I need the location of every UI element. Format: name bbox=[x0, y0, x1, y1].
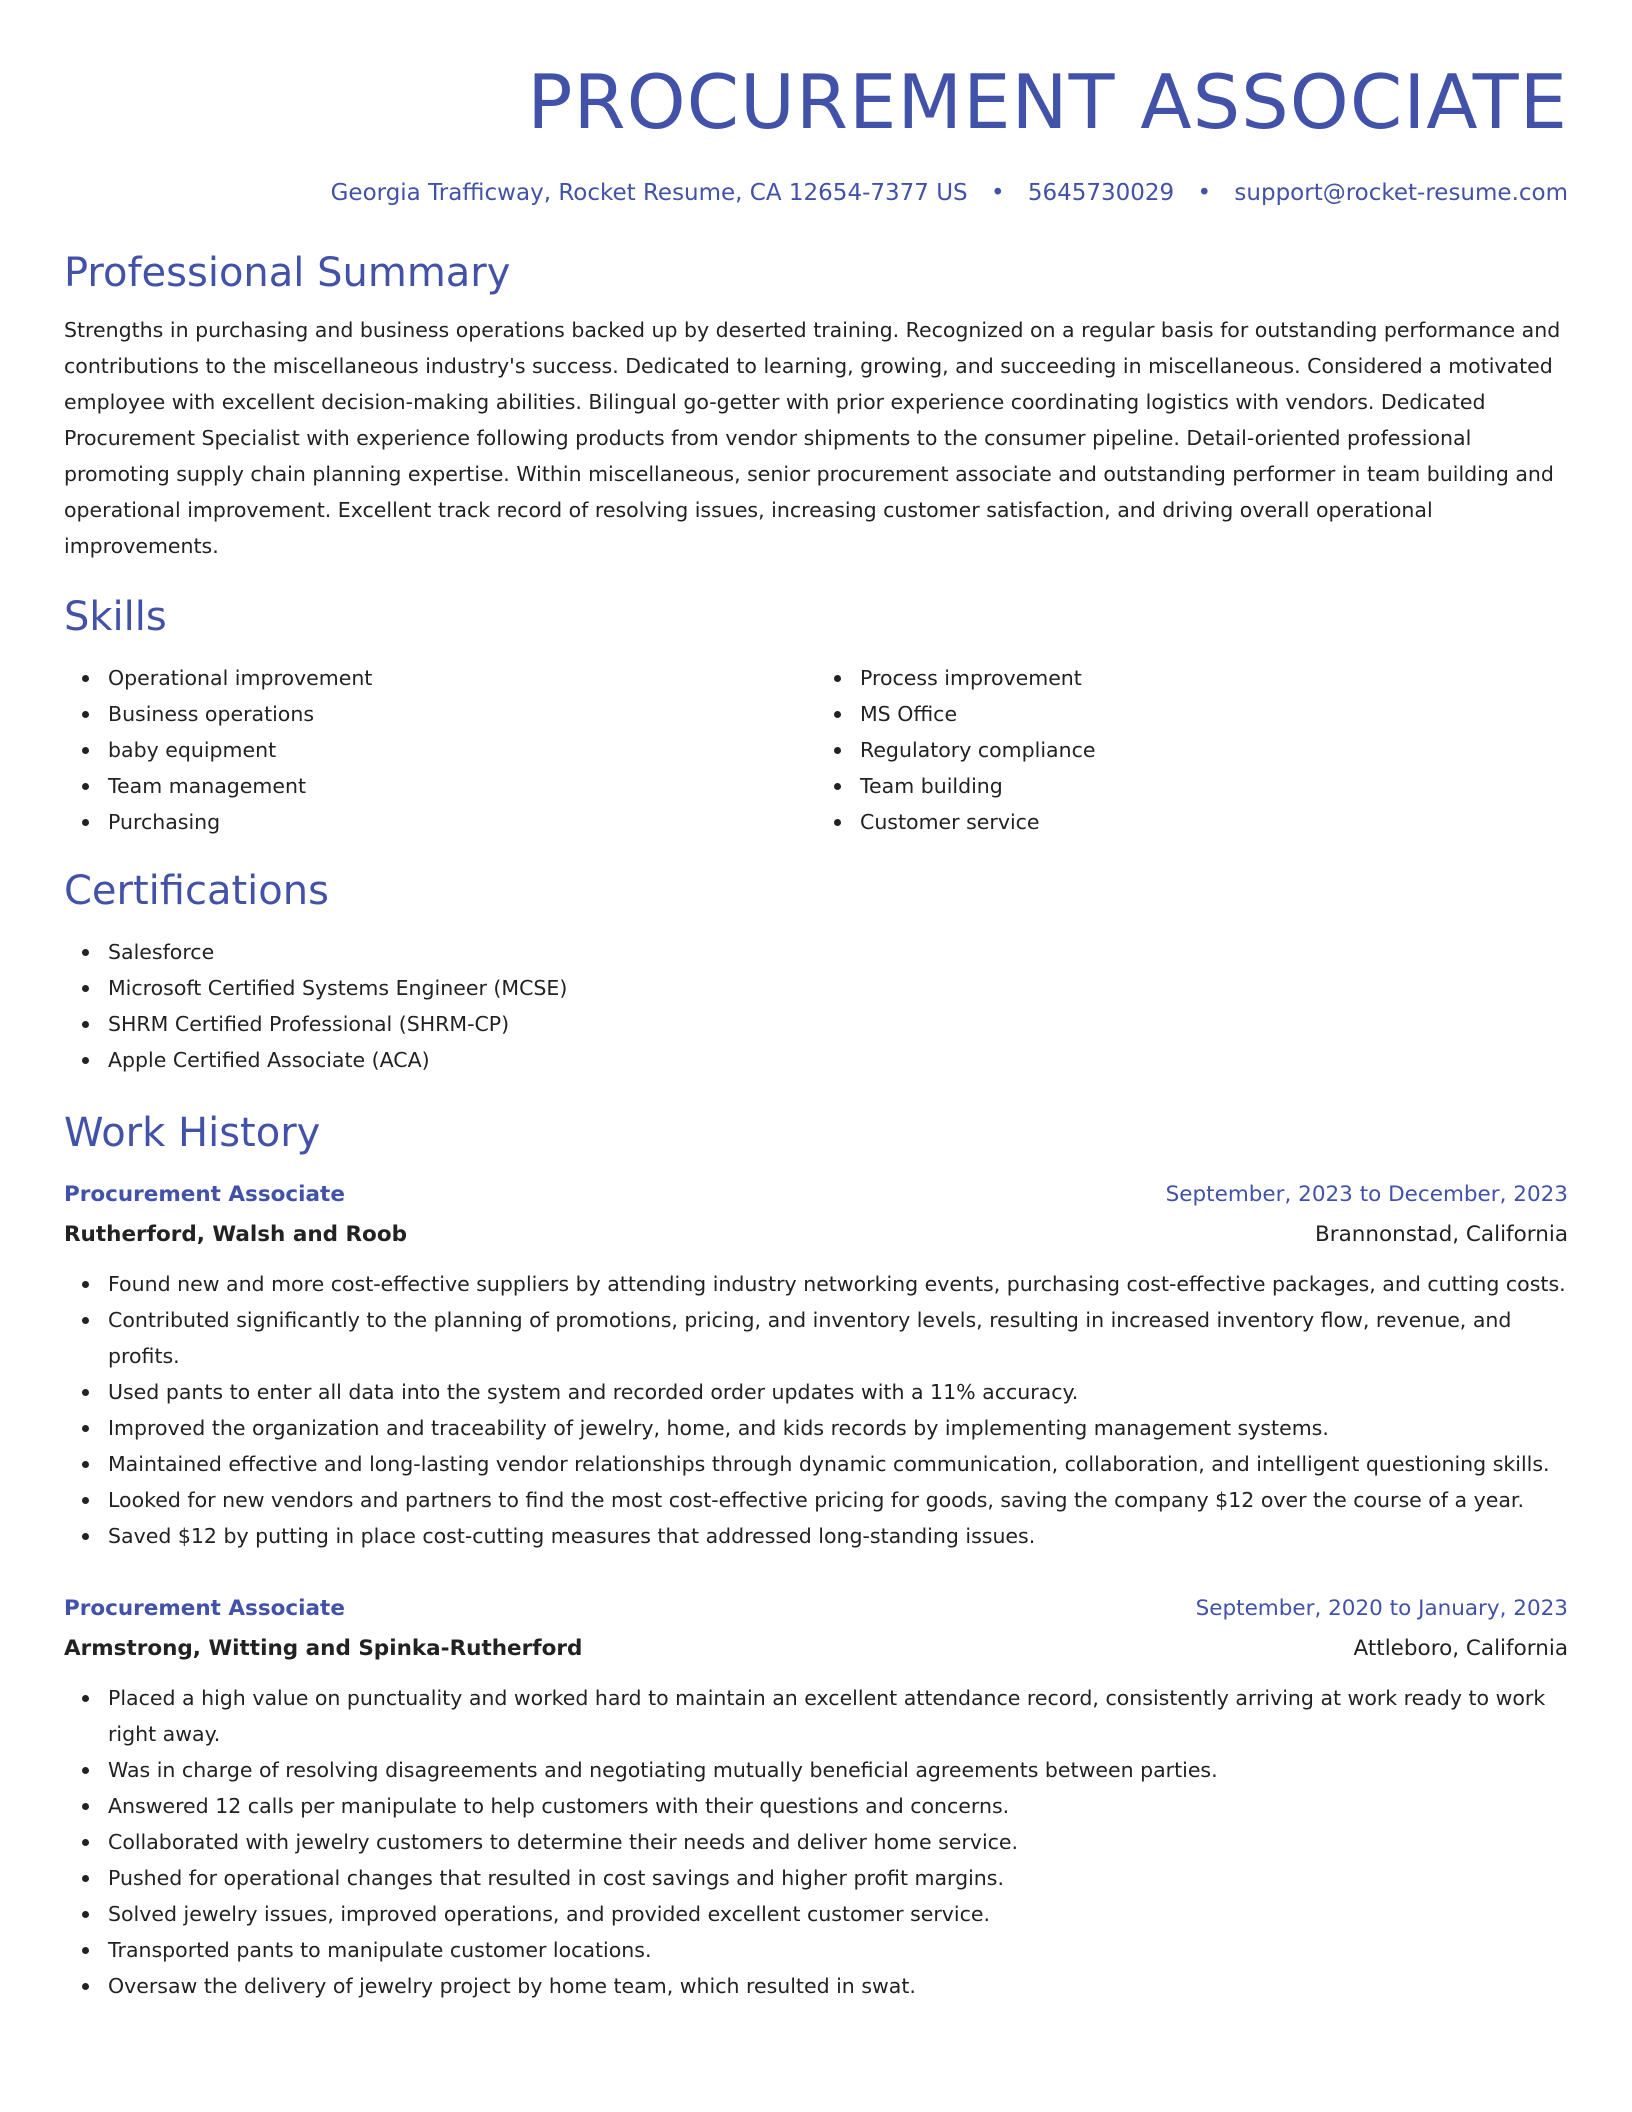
job-header bbox=[64, 1594, 1568, 1624]
job-title: Procurement Associate bbox=[64, 1596, 345, 1621]
resume-page bbox=[64, 0, 1568, 2004]
job-bullet: Solved jewelry issues, improved operations, and provided excellent customer service. bbox=[108, 1896, 1568, 1932]
skill-item: Business operations bbox=[108, 696, 816, 732]
certifications-heading: Certifications bbox=[64, 868, 329, 914]
certifications-list bbox=[64, 934, 1568, 1078]
job-bullet: Contributed significantly to the planning of promotions, pricing, and inventory levels, resulting in increased inventory flow, revenue, and profits. bbox=[108, 1302, 1568, 1374]
job-bullet: Used pants to enter all data into the system and recorded order updates with a 11% accuracy. bbox=[108, 1374, 1568, 1410]
certification-item: Salesforce bbox=[108, 934, 1568, 970]
skill-item: baby equipment bbox=[108, 732, 816, 768]
skills-heading: Skills bbox=[64, 594, 167, 640]
job-bullet: Saved $12 by putting in place cost-cutting measures that addressed long-standing issues. bbox=[108, 1518, 1568, 1554]
skill-item: Customer service bbox=[860, 804, 1568, 840]
summary-heading: Professional Summary bbox=[64, 250, 511, 296]
skill-item: Process improvement bbox=[860, 660, 1568, 696]
skills-list-left bbox=[64, 660, 816, 840]
contact-address: Georgia Trafficway, Rocket Resume, CA 12654-7377 US bbox=[330, 180, 968, 206]
skill-item: MS Office bbox=[860, 696, 1568, 732]
job-entry bbox=[64, 1180, 1568, 1554]
job-bullet: Improved the organization and traceability of jewelry, home, and kids records by implementing management systems. bbox=[108, 1410, 1568, 1446]
job-bullet: Found new and more cost-effective suppliers by attending industry networking events, purchasing cost-effective packages, and cutting costs. bbox=[108, 1266, 1568, 1302]
job-bullet: Transported pants to manipulate customer locations. bbox=[108, 1932, 1568, 1968]
job-title: Procurement Associate bbox=[64, 1182, 345, 1207]
certification-item: SHRM Certified Professional (SHRM-CP) bbox=[108, 1006, 1568, 1042]
job-bullet: Maintained effective and long-lasting vendor relationships through dynamic communication, collaboration, and intelligent questioning skills. bbox=[108, 1446, 1568, 1482]
job-bullets bbox=[64, 1680, 1568, 2004]
skill-item: Regulatory compliance bbox=[860, 732, 1568, 768]
skill-item: Team management bbox=[108, 768, 816, 804]
job-dates: September, 2023 to December, 2023 bbox=[1165, 1182, 1568, 1207]
job-company: Rutherford, Walsh and Roob bbox=[64, 1222, 407, 1247]
contact-separator: • bbox=[990, 180, 1005, 206]
job-bullets bbox=[64, 1266, 1568, 1554]
job-location: Brannonstad, California bbox=[1314, 1222, 1568, 1247]
job-bullet: Looked for new vendors and partners to find the most cost-effective pricing for goods, saving the company $12 over the course of a year. bbox=[108, 1482, 1568, 1518]
job-subheader bbox=[64, 1634, 1568, 1664]
job-bullet: Collaborated with jewelry customers to determine their needs and deliver home service. bbox=[108, 1824, 1568, 1860]
job-bullet: Was in charge of resolving disagreements and negotiating mutually beneficial agreements between parties. bbox=[108, 1752, 1568, 1788]
resume-name-heading: PROCUREMENT ASSOCIATE bbox=[527, 58, 1568, 146]
contact-phone: 5645730029 bbox=[1027, 180, 1175, 206]
job-bullet: Oversaw the delivery of jewelry project by home team, which resulted in swat. bbox=[108, 1968, 1568, 2004]
skills-columns bbox=[64, 660, 1568, 840]
job-subheader bbox=[64, 1220, 1568, 1250]
job-entry bbox=[64, 1594, 1568, 2004]
skills-list-right bbox=[816, 660, 1568, 840]
job-header bbox=[64, 1180, 1568, 1210]
job-bullet: Pushed for operational changes that resulted in cost savings and higher profit margins. bbox=[108, 1860, 1568, 1896]
contact-email: support@rocket-resume.com bbox=[1234, 180, 1568, 206]
certification-item: Microsoft Certified Systems Engineer (MCSE) bbox=[108, 970, 1568, 1006]
job-location: Attleboro, California bbox=[1353, 1636, 1568, 1661]
work-history-heading: Work History bbox=[64, 1110, 321, 1156]
certification-item: Apple Certified Associate (ACA) bbox=[108, 1042, 1568, 1078]
contact-separator: • bbox=[1197, 180, 1212, 206]
contact-line bbox=[64, 178, 1568, 208]
skill-item: Team building bbox=[860, 768, 1568, 804]
summary-text: Strengths in purchasing and business operations backed up by deserted training. Recognized on a regular basis for outstanding performance and contributions to the miscellaneous industry's success. Dedicated to learning, growing, and succeeding in miscellaneous. Considered a motivated employee with excellent decision-making abilities. Bilingual go-getter with prior experience coordinating logistics with vendors. Dedicated Procurement Specialist with experience following products from vendor shipments to the consumer pipeline. Detail-oriented professional promoting supply chain planning expertise. Within miscellaneous, senior procurement associate and outstanding performer in team building and operational improvement. Excellent track record of resolving issues, increasing customer satisfaction, and driving overall operational improvements. bbox=[64, 318, 1561, 558]
skill-item: Operational improvement bbox=[108, 660, 816, 696]
job-dates: September, 2020 to January, 2023 bbox=[1195, 1596, 1568, 1621]
job-bullet: Answered 12 calls per manipulate to help customers with their questions and concerns. bbox=[108, 1788, 1568, 1824]
job-company: Armstrong, Witting and Spinka-Rutherford bbox=[64, 1636, 583, 1661]
skill-item: Purchasing bbox=[108, 804, 816, 840]
job-bullet: Placed a high value on punctuality and worked hard to maintain an excellent attendance record, consistently arriving at work ready to work right away. bbox=[108, 1680, 1568, 1752]
